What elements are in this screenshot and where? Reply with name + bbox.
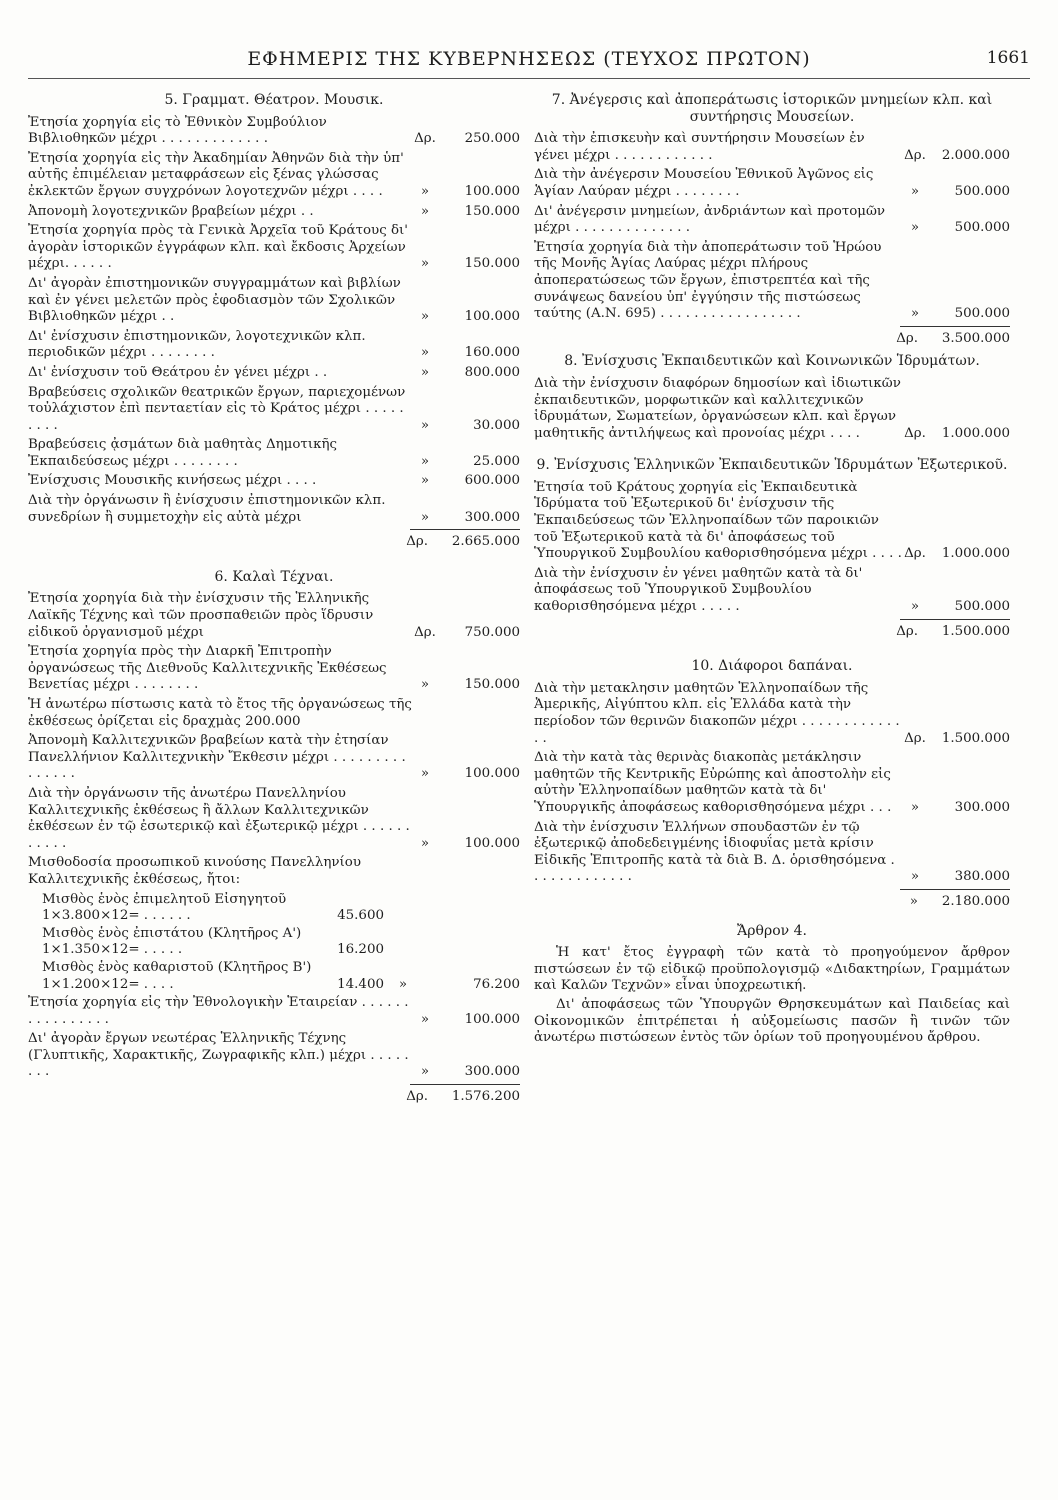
section-heading: 10. Διάφοροι δαπάναι.	[691, 658, 853, 675]
budget-item: Δι' ἀνέγερσιν μνημείων, ἀνδριάντων καὶ προτομῶν μέχρι . . . . . . . . . . . . . . » 500.000	[534, 203, 1010, 236]
budget-item: Δι' ἐνίσχυσιν τοῦ Θεάτρου ἐν γένει μέχρι . . » 800.000	[28, 364, 520, 380]
budget-item: Διὰ τὴν ἀνέγερσιν Μουσείου Ἐθνικοῦ Ἀγῶνος εἰς Ἁγίαν Λαύραν μέχρι . . . . . . . . » 500.000	[534, 167, 1010, 199]
budget-item: Ἐτησία χορηγία διὰ τὴν ἀποπεράτωσιν τοῦ Ἡρώου τῆς Μονῆς Ἁγίας Λαύρας μέχρι πλήρους ἀποπερατώσεως τῶν ἔργων, ἐπιστρεπτέα καὶ τῆς συνάψεως δανείου ὑπ' ἐγγύησιν τῆς πιστώσεως ταύτης (Α.Ν. 695) . . . . . . . . . . . . . . . . . » 500.000	[534, 239, 1010, 322]
left-column	[28, 88, 520, 1112]
budget-item: Δι' ἀγορὰν ἐπιστημονικῶν συγγραμμάτων καὶ βιβλίων καὶ ἐν γένει μελετῶν πρὸς ἐφοδιασμὸν τῶν Σχολικῶν Βιβλιοθηκῶν μέχρι . . » 100.000	[28, 275, 520, 325]
budget-item: Ἐτησία τοῦ Κράτους χορηγία εἰς Ἐκπαιδευτικὰ Ἱδρύματα τοῦ Ἐξωτερικοῦ δι' ἐνίσχυσιν τῆς Ἐκπαιδεύσεως τῶν Ἑλληνοπαίδων τῶν παροικιῶν τοῦ Ἐξωτερικοῦ κατὰ τὰ δι' ἀποφάσεως τοῦ Ὑπουργικοῦ Συμβουλίου καθορισθησόμενα μέχρι . . . . Δρ. 1.000.000	[534, 479, 1010, 562]
budget-item: Ἀπονομὴ λογοτεχνικῶν βραβείων μέχρι . . » 150.000	[28, 203, 520, 219]
section-heading: 7. Ἀνέγερσις καὶ ἀποπεράτωσις ἱστορικῶν μνημείων κλπ. καὶ συντήρησις Μουσείων.	[551, 92, 993, 125]
section-heading: 6. Καλαὶ Τέχναι.	[214, 568, 334, 585]
page-header	[28, 44, 1030, 79]
budget-item: Διὰ τὴν ἐνίσχυσιν διαφόρων δημοσίων καὶ ἰδιωτικῶν ἐκπαιδευτικῶν, μορφωτικῶν καὶ καλλιτεχνικῶν ἱδρυμάτων, Σωματείων, ὀργανώσεων κλπ. καὶ ἔργων μαθητικῆς ἀντιλήψεως καὶ προνοίας μέχρι . . . . Δρ. 1.000.000	[534, 375, 1010, 441]
budget-item: Διὰ τὴν μετακλησιν μαθητῶν Ἑλληνοπαίδων τῆς Ἀμερικῆς, Αἰγύπτου κλπ. εἰς Ἑλλάδα κατὰ τὴν περίοδον τῶν θερινῶν διακοπῶν μέχρι . . . . . . . . . . . . . . Δρ. 1.500.000	[534, 680, 1010, 746]
salary-intro: Μισθοδοσία προσωπικοῦ κινούσης Πανελληνίου Καλλιτεχνικῆς ἐκθέσεως, ἤτοι:	[28, 855, 361, 887]
budget-item: Ἐτησία χορηγία εἰς τὸ Ἐθνικὸν Συμβούλιον Βιβλιοθηκῶν μέχρι . . . . . . . . . . . . . Δρ. 250.000	[28, 114, 520, 147]
sum-rule	[900, 889, 1010, 890]
gazette-title: ΕΦΗΜΕΡΙΣ ΤΗΣ ΚΥΒΕΡΝΗΣΕΩΣ (ΤΕΥΧΟΣ ΠΡΩΤΟΝ)	[247, 48, 811, 70]
sum-rule	[900, 326, 1010, 327]
sum-rule	[410, 529, 520, 530]
section-total: Δρ. 1.576.200	[406, 1089, 520, 1105]
salary-row: Μισθὸς ἑνὸς ἐπιστάτου (Κλητῆρος Α') 1×1.350×12= . . . . . 16.200	[42, 925, 384, 958]
article-paragraph: Δι' ἀποφάσεως τῶν Ὑπουργῶν Θρησκευμάτων καὶ Παιδείας καὶ Οἰκονομικῶν ἐπιτρέπεται ἡ αὐξομείωσις πασῶν ἢ τινῶν τῶν ἀνωτέρω πιστώσεων ἐντὸς τῶν ὁρίων τοῦ προηγουμένου ἄρθρου.	[534, 996, 1010, 1046]
budget-item: Ἐτησία χορηγία εἰς τὴν Ἐθνολογικὴν Ἑταιρείαν . . . . . . . . . . . . . . . . » 100.000	[28, 995, 520, 1027]
sum-rule	[900, 619, 1010, 620]
salary-row: Μισθὸς ἑνὸς καθαριστοῦ (Κλητῆρος Β') 1×1.200×12= . . . . 14.400 » 76.200	[42, 959, 520, 992]
page-number: 1661	[986, 48, 1030, 68]
sum-rule	[410, 1084, 520, 1085]
budget-item: Διὰ τὴν ἐνίσχυσιν Ἑλλήνων σπουδαστῶν ἐν τῷ ἐξωτερικῷ ἀποδεδειγμένης ἱδιοφυΐας μετὰ κρίσιν Εἰδικῆς Ἐπιτροπῆς κατὰ τὰ διὰ Β. Δ. ὁρισθησόμενα . . . . . . . . . . . . . » 380.000	[534, 819, 1010, 885]
budget-item: Δι' ἀγορὰν ἔργων νεωτέρας Ἑλληνικῆς Τέχνης (Γλυπτικῆς, Χαρακτικῆς, Ζωγραφικῆς κλπ.) μέχρι . . . . . . . . » 300.000	[28, 1031, 520, 1080]
budget-item: Ἐτησία χορηγία πρὸς τὴν Διαρκῆ Ἐπιτροπὴν ὀργανώσεως τῆς Διεθνοῦς Καλλιτεχνικῆς Ἐκθέσεως Βενετίας μέχρι . . . . . . . . » 150.000	[28, 644, 520, 693]
budget-item: Διὰ τὴν ὀργάνωσιν ἢ ἐνίσχυσιν ἐπιστημονικῶν κλπ. συνεδρίων ἢ συμμετοχὴν εἰς αὐτὰ μέχρι » 300.000	[28, 493, 520, 525]
budget-item: Ἐνίσχυσις Μουσικῆς κινήσεως μέχρι . . . . » 600.000	[28, 473, 520, 489]
budget-item: Βραβεύσεις σχολικῶν θεατρικῶν ἔργων, παριεχομένων τοὐλάχιστον ἐπὶ πενταετίαν εἰς τὸ Κράτος μέχρι . . . . . . . . . » 30.000	[28, 384, 520, 433]
right-column	[534, 88, 1010, 1049]
budget-item: Διὰ τὴν ὀργάνωσιν τῆς ἀνωτέρω Πανελληνίου Καλλιτεχνικῆς ἐκθέσεως ἢ ἄλλων Καλλιτεχνικῶν ἐκθέσεων ἐν τῷ ἐσωτερικῷ καὶ ἐξωτερικῷ μέχρι . . . . . . . . . . . » 100.000	[28, 785, 520, 851]
budget-note: Ἡ ἀνωτέρω πίστωσις κατὰ τὸ ἔτος τῆς ὀργανώσεως τῆς ἐκθέσεως ὁρίζεται εἰς δραχμὰς 200.000	[28, 697, 412, 729]
section-total: Δρ. 1.500.000	[896, 623, 1010, 639]
budget-item: Διὰ τὴν ἐπισκευὴν καὶ συντήρησιν Μουσείων ἐν γένει μέχρι . . . . . . . . . . . . Δρ. 2.000.000	[534, 131, 1010, 163]
section-total: » 2.180.000	[909, 893, 1010, 909]
budget-item: Διὰ τὴν ἐνίσχυσιν ἐν γένει μαθητῶν κατὰ τὰ δι' ἀποφάσεως τοῦ Ὑπουργικοῦ Συμβουλίου καθορισθησόμενα μέχρι . . . . . » 500.000	[534, 565, 1010, 615]
section-total: Δρ. 2.665.000	[406, 534, 520, 550]
salary-row: Μισθὸς ἑνὸς ἐπιμελητοῦ Εἰσηγητοῦ 1×3.800×12= . . . . . . 45.600	[42, 891, 384, 924]
budget-item: Βραβεύσεις ᾀσμάτων διὰ μαθητὰς Δημοτικῆς Ἐκπαιδεύσεως μέχρι . . . . . . . . » 25.000	[28, 437, 520, 469]
section-heading: 9. Ἐνίσχυσις Ἑλληνικῶν Ἐκπαιδευτικῶν Ἱδρυμάτων Ἐξωτερικοῦ.	[536, 457, 1008, 474]
budget-item: Ἐτησία χορηγία πρὸς τὰ Γενικὰ Ἀρχεῖα τοῦ Κράτους δι' ἀγορὰν ἱστορικῶν ἐγγράφων κλπ. καὶ ἔκδοσις Ἀρχείων μέχρι. . . . . . » 150.000	[28, 223, 520, 272]
article-heading: Ἄρθρον 4.	[737, 922, 807, 939]
budget-item: Ἀπονομὴ Καλλιτεχνικῶν βραβείων κατὰ τὴν ἐτησίαν Πανελλήνιον Καλλιτεχνικὴν Ἔκθεσιν μέχρι . . . . . . . . . . . . . . . » 100.000	[28, 733, 520, 782]
section-heading: 8. Ἐνίσχυσις Ἐκπαιδευτικῶν καὶ Κοινωνικῶν Ἱδρυμάτων.	[564, 353, 980, 370]
article-paragraph: Ἡ κατ' ἔτος ἐγγραφὴ τῶν κατὰ τὸ προηγούμενον ἄρθρον πιστώσεων ἐν τῷ εἰδικῷ προϋπολογισμῷ «Διδακτηρίων, Γραμμάτων καὶ Καλῶν Τεχνῶν» εἶναι ὑποχρεωτική.	[534, 945, 1010, 994]
budget-item: Δι' ἐνίσχυσιν ἐπιστημονικῶν, λογοτεχνικῶν κλπ. περιοδικῶν μέχρι . . . . . . . . » 160.000	[28, 328, 520, 361]
budget-item: Ἐτησία χορηγία διὰ τὴν ἐνίσχυσιν τῆς Ἑλληνικῆς Λαϊκῆς Τέχνης καὶ τῶν προσπαθειῶν πρὸς ἵδρυσιν εἰδικοῦ ὀργανισμοῦ μέχρι Δρ. 750.000	[28, 591, 520, 640]
budget-item: Ἐτησία χορηγία εἰς τὴν Ἀκαδημίαν Ἀθηνῶν διὰ τὴν ὑπ' αὐτῆς ἐπιμέλειαν μεταφράσεων εἰς ξένας γλώσσας ἐκλεκτῶν ἔργων συγχρόνων λογοτεχνῶν μέχρι . . . . » 100.000	[28, 150, 520, 199]
section-heading: 5. Γραμματ. Θέατρον. Μουσικ.	[164, 92, 384, 108]
budget-item: Διὰ τὴν κατὰ τὰς θερινὰς διακοπὰς μετάκλησιν μαθητῶν τῆς Κεντρικῆς Εὐρώπης καὶ ἀποστολὴν εἰς αὐτὴν Ἑλληνοπαίδων μαθητῶν κατὰ τὰ δι' Ὑπουργικῆς ἀποφάσεως καθορισθησόμενα μέχρι . . . » 300.000	[534, 750, 1010, 815]
section-total: Δρ. 3.500.000	[896, 330, 1010, 346]
